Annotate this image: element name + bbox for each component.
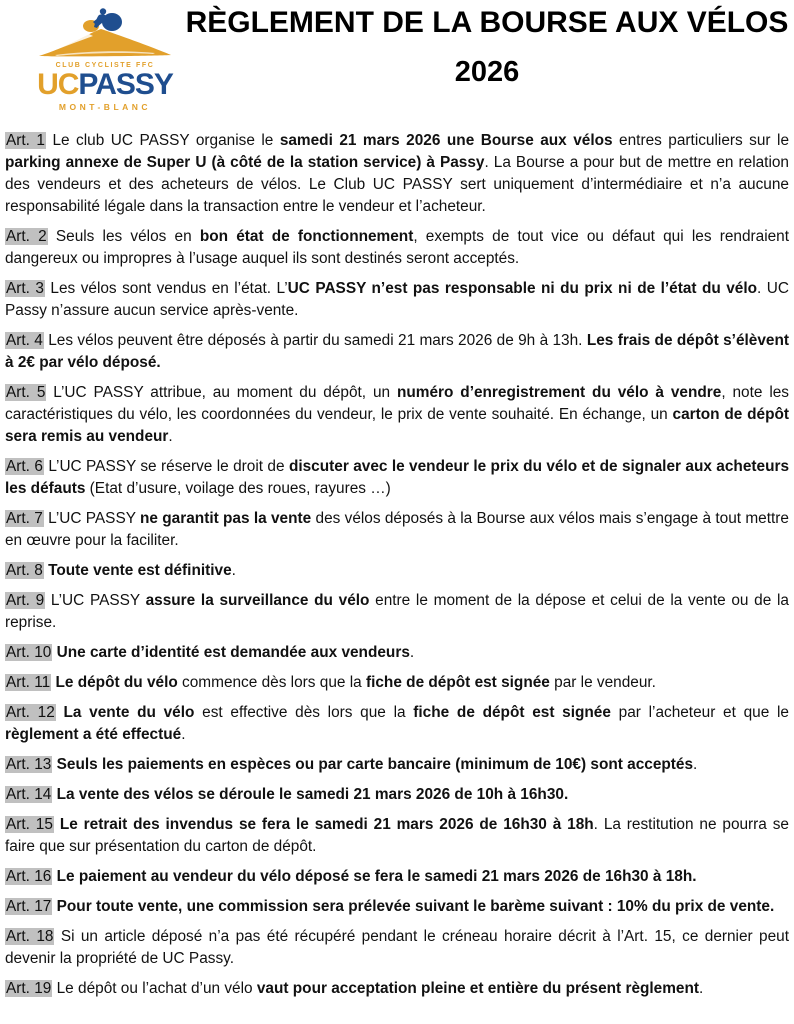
page-header: [5, 0, 789, 126]
article-paragraph: [5, 226, 789, 270]
article-text-bold: Une carte d’identité est demandée aux vendeurs: [56, 644, 410, 661]
logo-name-text: [20, 70, 190, 100]
article-paragraph: [5, 926, 789, 970]
article-text-bold: parking annexe de Super U (à côté de la station service) à Passy: [5, 154, 485, 171]
article-text: .: [699, 980, 704, 997]
article-label: Art. 14: [6, 786, 52, 803]
article-text-bold: La vente des vélos se déroule le samedi 21 mars 2026 de 10h à 16h30.: [56, 786, 569, 803]
article-label: Art. 5: [6, 384, 46, 401]
article-text-bold: discuter avec le vendeur le prix du vélo et de signaler aux acheteurs les défauts: [5, 458, 790, 497]
article-text: est effective dès lors que la: [194, 704, 414, 721]
article-paragraph: [5, 130, 789, 218]
article-text: .: [231, 562, 236, 579]
title-block: [185, 0, 789, 89]
article-text-bold: assure la surveillance du vélo: [145, 592, 370, 609]
article-label: Art. 17: [6, 898, 52, 915]
article-text-bold: ne garantit pas la vente: [140, 510, 312, 527]
article-text: Seuls les vélos en: [55, 228, 200, 245]
article-text: . UC Passy n’assure aucun service après-vente.: [5, 280, 789, 319]
article-text: Le dépôt ou l’achat d’un vélo: [56, 980, 257, 997]
article-text: entres particuliers sur le: [612, 132, 790, 149]
article-text: Les vélos sont vendus en l’état. L’: [50, 280, 288, 297]
article-label: Art. 12: [6, 704, 55, 721]
article-label: Art. 13: [6, 756, 52, 773]
article-paragraph: [5, 456, 789, 500]
article-text: .: [409, 644, 415, 661]
article-label: Art. 7: [6, 510, 43, 527]
article-text: .: [168, 428, 173, 445]
article-label: Art. 4: [6, 332, 43, 349]
article-text: L’UC PASSY se réserve le droit de: [48, 458, 289, 475]
article-paragraph: [5, 590, 789, 634]
article-label: Art. 16: [6, 868, 52, 885]
article-text: (Etat d’usure, voilage des roues, rayures …): [85, 480, 391, 497]
article-text-bold: Le dépôt du vélo: [55, 674, 178, 691]
article-text-bold: La vente du vélo: [63, 704, 195, 721]
article-text: .: [181, 726, 186, 743]
article-text: L’UC PASSY: [50, 592, 146, 609]
article-text-bold: carton de dépôt sera remis au vendeur: [5, 406, 789, 445]
logo-club-type-text: CLUB CYCLISTE FFC: [55, 62, 155, 69]
article-paragraph: [5, 508, 789, 552]
article-text: par l’acheteur et que le: [610, 704, 789, 721]
logo-region-text: MONT-BLANC: [58, 102, 152, 112]
article-text: entre le moment de la dépose et celui de la vente ou de la reprise.: [5, 592, 789, 631]
article-text: .: [693, 756, 698, 773]
article-paragraph: [5, 784, 789, 806]
article-paragraph: [5, 278, 789, 322]
page-title: RÈGLEMENT DE LA BOURSE AUX VÉLOS: [185, 6, 789, 39]
article-label: Art. 11: [6, 674, 51, 691]
article-paragraph: [5, 814, 789, 858]
page-title-year: 2026: [454, 55, 520, 88]
article-label: Art. 15: [6, 816, 53, 833]
article-text-bold: fiche de dépôt est signée: [413, 704, 611, 721]
article-text: Les vélos peuvent être déposés à partir du samedi 21 mars 2026 de 9h à 13h.: [48, 332, 587, 349]
article-text-bold: règlement a été effectué: [5, 726, 182, 743]
article-text: . La restitution ne pourra se faire que sur présentation du carton de dépôt.: [5, 816, 789, 855]
article-label: Art. 3: [6, 280, 44, 297]
article-text: , note les caractéristiques du vélo, les coordonnées du vendeur, le prix de vente souhaité. En échange, un: [5, 384, 789, 423]
article-text-bold: Pour toute vente, une commission sera prélevée suivant le barème suivant : 10% du prix de vente.: [56, 898, 775, 915]
article-paragraph: [5, 978, 789, 1000]
cyclist-on-mountain-icon: [35, 8, 175, 64]
article-label: Art. 10: [6, 644, 52, 661]
article-text: , exempts de tout vice ou défaut qui les rendraient dangereux ou impropres à l’usage auquel ils sont destinés seront acceptés.: [5, 228, 790, 267]
article-text-bold: Le retrait des invendus se fera le samedi 21 mars 2026 de 16h30 à 18h: [59, 816, 594, 833]
article-text-bold: samedi 21 mars 2026 une Bourse aux vélos: [279, 132, 613, 149]
articles: [5, 130, 789, 1000]
article-label: Art. 6: [6, 458, 43, 475]
article-paragraph: [5, 702, 789, 746]
logo-name-passy: PASSY: [78, 68, 173, 101]
article-text-bold: UC PASSY n’est pas responsable ni du prix ni de l’état du vélo: [287, 280, 758, 297]
article-text-bold: Les frais de dépôt s’élèvent à 2€ par vélo déposé.: [5, 332, 789, 371]
article-text-bold: bon état de fonctionnement: [199, 228, 414, 245]
article-paragraph: [5, 866, 789, 888]
article-text: commence dès lors que la: [177, 674, 366, 691]
article-paragraph: [5, 754, 789, 776]
article-paragraph: [5, 560, 789, 582]
ucpassy-logo: [20, 8, 190, 112]
article-text: Le club UC PASSY organise le: [52, 132, 280, 149]
article-label: Art. 19: [6, 980, 52, 997]
article-label: Art. 1: [6, 132, 45, 149]
article-text: par le vendeur.: [549, 674, 656, 691]
article-label: Art. 18: [6, 928, 54, 945]
article-paragraph: [5, 330, 789, 374]
article-text: Si un article déposé n’a pas été récupéré pendant le créneau horaire décrit à l’Art. 15, ce dernier peut devenir la propriété de UC Passy.: [5, 928, 789, 967]
article-text-bold: fiche de dépôt est signée: [365, 674, 550, 691]
article-text-bold: Toute vente est définitive: [48, 562, 232, 579]
article-label: Art. 8: [6, 562, 43, 579]
article-text: L’UC PASSY: [48, 510, 141, 527]
article-text-bold: numéro d’enregistrement du vélo à vendre: [396, 384, 722, 401]
article-text: . La Bourse a pour but de mettre en relation des vendeurs et des acheteurs de vélos. Le Club UC PASSY sert uniquement d’intermédiaire et n’a aucune responsabilité légale dans la transaction entre le vendeur et l’acheteur.: [5, 154, 789, 215]
article-paragraph: [5, 642, 789, 664]
article-text-bold: Le paiement au vendeur du vélo déposé se fera le samedi 21 mars 2026 de 16h30 à 18h.: [56, 868, 697, 885]
article-text-bold: vaut pour acceptation pleine et entière du présent règlement: [256, 980, 700, 997]
article-paragraph: [5, 672, 789, 694]
article-text: des vélos déposés à la Bourse aux vélos mais s’engage à tout mettre en œuvre pour la faciliter.: [5, 510, 789, 549]
article-paragraph: [5, 382, 789, 448]
article-text-bold: Seuls les paiements en espèces ou par carte bancaire (minimum de 10€) sont acceptés: [56, 756, 694, 773]
article-label: Art. 9: [6, 592, 45, 609]
logo-name-uc: UC: [37, 68, 79, 101]
article-paragraph: [5, 896, 789, 918]
article-label: Art. 2: [6, 228, 47, 245]
article-text: L’UC PASSY attribue, au moment du dépôt, un: [53, 384, 397, 401]
